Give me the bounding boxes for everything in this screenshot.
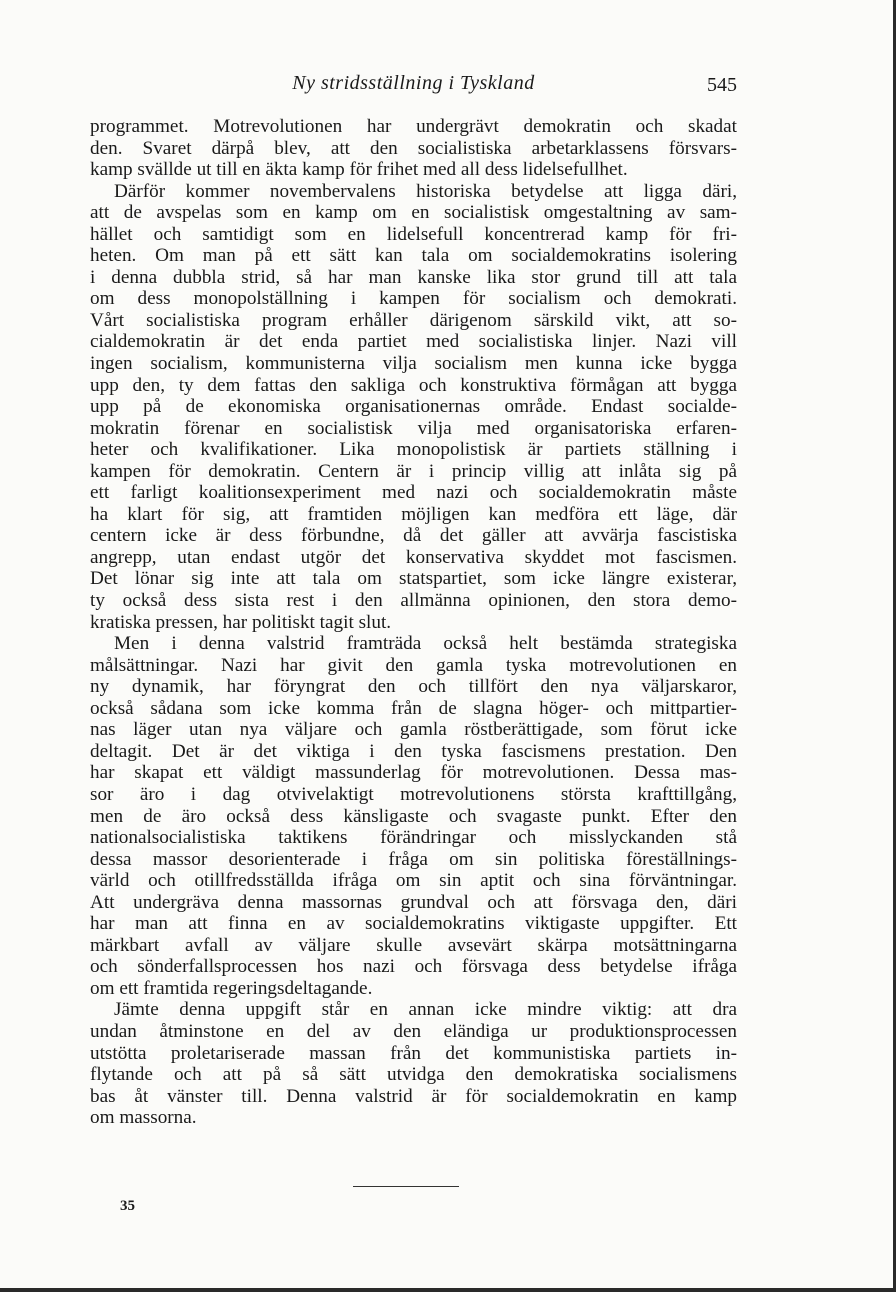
text-line: om dess monopolställning i kampen för socialism och demokrati. xyxy=(90,288,737,310)
text-line: ny dynamik, har föryngrat den och tillfört den nya väljarskaror, xyxy=(90,676,737,698)
text-line: kamp svällde ut till en äkta kamp för frihet med all dess lidelsefullhet. xyxy=(90,159,628,181)
text-line: heten. Om man på ett sätt kan tala om socialdemokratins isolering xyxy=(90,245,737,267)
text-line: Vårt socialistiska program erhåller därigenom särskild vikt, att so- xyxy=(90,309,737,331)
text-line: sor äro i dag otvivelaktigt motrevolutionens största krafttillgång, xyxy=(90,783,737,805)
text-line: kratiska pressen, har politiskt tagit slut. xyxy=(90,611,392,633)
body-text xyxy=(90,116,737,1129)
text-line: ty också dess sista rest i den allmänna opinionen, den stora demo- xyxy=(90,590,737,612)
text-line: mokratin förenar en socialistisk vilja med organisatoriska erfaren- xyxy=(90,417,737,439)
text-line: Det lönar sig inte att tala om statspartiet, som icke längre existerar, xyxy=(90,568,737,590)
text-line: Att undergräva denna massornas grundval och att försvaga den, däri xyxy=(90,891,737,913)
text-line: flytande och att på så sätt utvidga den demokratiska socialismens xyxy=(90,1064,737,1086)
printer-signature-mark: 35 xyxy=(120,1198,135,1214)
section-end-rule xyxy=(353,1186,459,1187)
text-line: har man att finna en av socialdemokratins viktigaste uppgifter. Ett xyxy=(90,913,737,935)
text-line: deltagit. Det är det viktiga i den tyska fascismens prestation. Den xyxy=(90,740,737,762)
text-line: märkbart avfall av väljare skulle avsevärt skärpa motsättningarna xyxy=(90,934,737,956)
text-line: men de äro också dess känsligaste och svagaste punkt. Efter den xyxy=(90,805,737,827)
text-line: upp den, ty dem fattas den sakliga och konstruktiva förmågan att bygga xyxy=(90,374,737,396)
text-line: om ett framtida regeringsdeltagande. xyxy=(90,977,373,999)
text-line: heter och kvalifikationer. Lika monopolistisk är partiets ställning i xyxy=(90,439,737,461)
article-text xyxy=(90,116,737,1129)
text-line: centern icke är dess förbundne, då det gäller att avvärja fascistiska xyxy=(90,525,737,547)
text-line: nas läger utan nya väljare och gamla röstberättigade, som förut icke xyxy=(90,719,737,741)
text-line: i denna dubbla strid, så har man kanske lika stor grund till att tala xyxy=(90,266,737,288)
text-line: ett farligt koalitionsexperiment med nazi och socialdemokratin måste xyxy=(90,482,737,504)
page-number: 545 xyxy=(707,74,737,96)
text-line: programmet. Motrevolutionen har undergrävt demokratin och skadat xyxy=(90,116,737,137)
text-line: och sönderfallsprocessen hos nazi och försvaga dess betydelse ifråga xyxy=(90,956,737,978)
text-line: värld och otillfredsställda ifråga om sin aptit och sina förväntningar. xyxy=(90,870,737,892)
text-line: att de avspelas som en kamp om en socialistisk omgestaltning av sam- xyxy=(90,202,737,224)
paragraph-first-line: Därför kommer novembervalens historiska betydelse att ligga däri, xyxy=(114,180,737,202)
scan-edge-bottom xyxy=(0,1288,896,1292)
text-line: utstötta proletariserade massan från det kommunistiska partiets in- xyxy=(90,1042,737,1064)
text-line: den. Svaret därpå blev, att den socialistiska arbetarklassens försvars- xyxy=(90,137,737,159)
text-line: målsättningar. Nazi har givit den gamla tyska motrevolutionen en xyxy=(90,654,737,676)
text-line: nationalsocialistiska taktikens förändringar och misslyckanden stå xyxy=(90,827,737,849)
text-line: angrepp, utan endast utgör det konservativa skyddet mot fascismen. xyxy=(90,546,737,568)
text-line: cialdemokratin är det enda partiet med socialistiska linjer. Nazi vill xyxy=(90,331,737,353)
text-line: upp på de ekonomiska organisationernas område. Endast socialde- xyxy=(90,396,737,418)
text-line: dessa massor desorienterade i fråga om sin politiska föreställnings- xyxy=(90,848,737,870)
text-line: ingen socialism, kommunisterna vilja socialism men kunna icke bygga xyxy=(90,353,737,375)
paragraph-first-line: Jämte denna uppgift står en annan icke mindre viktig: att dra xyxy=(114,999,737,1021)
text-line: bas åt vänster till. Denna valstrid är för socialdemokratin en kamp xyxy=(90,1085,737,1107)
text-line: undan åtminstone en del av den eländiga ur produktionsprocessen xyxy=(90,1020,737,1042)
text-line: också sådana som icke komma från de slagna höger- och mittpartier- xyxy=(90,697,737,719)
text-line: ha klart för sig, att framtiden möjligen kan medföra ett läge, där xyxy=(90,503,737,525)
text-line: hället och samtidigt som en lidelsefull koncentrerad kamp för fri- xyxy=(90,223,737,245)
text-line: har skapat ett väldigt massunderlag för motrevolutionen. Dessa mas- xyxy=(90,762,737,784)
paragraph-first-line: Men i denna valstrid framträda också helt bestämda strategiska xyxy=(114,633,737,655)
running-title: Ny stridsställning i Tyskland xyxy=(292,72,535,94)
running-head xyxy=(90,72,737,100)
text-line: kampen för demokratin. Centern är i princip villig att inlåta sig på xyxy=(90,460,737,482)
text-line: om massorna. xyxy=(90,1107,197,1129)
